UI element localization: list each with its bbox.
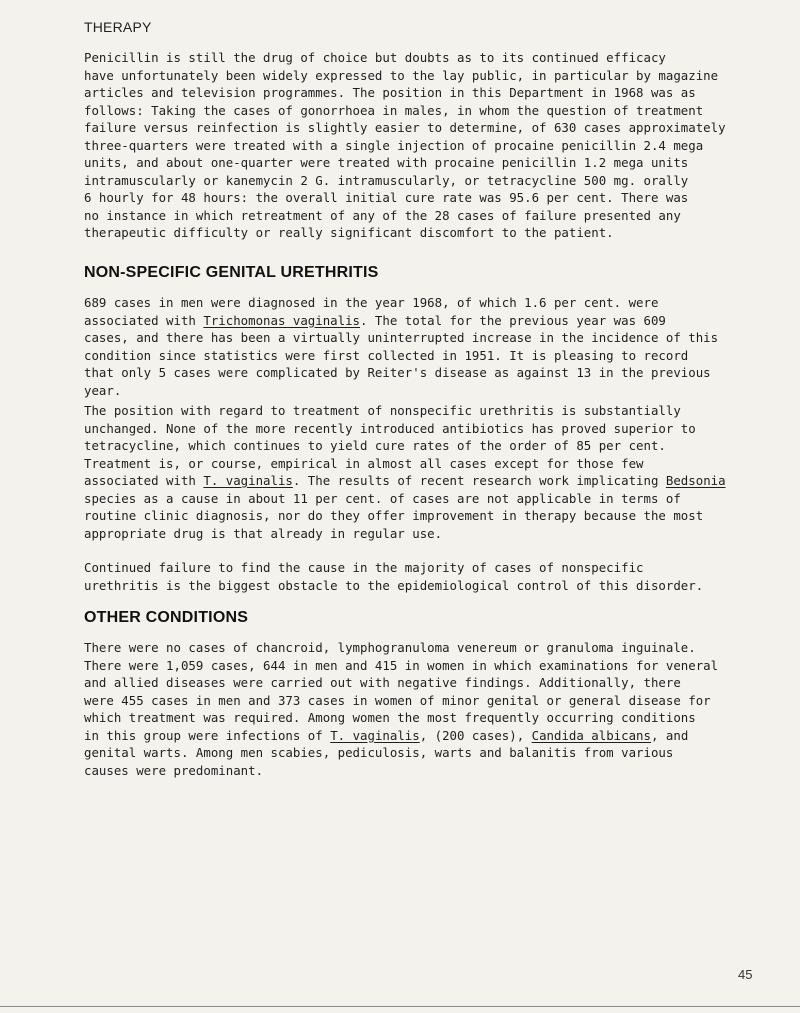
text-line: have unfortunately been widely expressed to the lay public, in particular by magazine	[84, 67, 719, 83]
text-line: species as a cause in about 11 per cent. of cases are not applicable in terms of	[84, 490, 681, 506]
text-line: no instance in which retreatment of any of the 28 cases of failure presented any	[84, 207, 681, 223]
text-line: were 455 cases in men and 373 cases in women of minor genital or general disease for	[84, 692, 711, 708]
other-paragraph	[84, 639, 790, 779]
text-line: follows: Taking the cases of gonorrhoea in males, in whom the question of treatment	[84, 102, 704, 118]
species-name: T. vaginalis	[203, 473, 293, 488]
text-line: Treatment is, or course, empirical in almost all cases except for those few	[84, 455, 644, 471]
text-line: failure versus reinfection is slightly easier to determine, of 630 cases approximately	[84, 120, 726, 135]
text-line: There were no cases of chancroid, lymphogranuloma venereum or granuloma inguinale.	[84, 640, 696, 655]
text-line: which treatment was required. Among women the most frequently occurring conditions	[84, 710, 696, 725]
text-line: cases, and there has been a virtually uninterrupted increase in the incidence of this	[84, 330, 719, 345]
species-name: T. vaginalis	[330, 727, 420, 743]
text-line: three-quarters were treated with a single injection of procaine penicillin 2.4 mega	[84, 137, 704, 153]
therapy-paragraph	[84, 49, 790, 242]
text-line: units, and about one-quarter were treated with procaine penicillin 1.2 mega units	[84, 155, 689, 170]
text-line: and allied diseases were carried out with negative findings. Additionally, there	[84, 675, 681, 690]
text-line: Continued failure to find the cause in the majority of cases of nonspecific	[84, 560, 644, 575]
section-heading-other: OTHER CONDITIONS	[84, 609, 249, 626]
text-line: therapeutic difficulty or really significant discomfort to the patient.	[84, 225, 614, 240]
text-line: year.	[84, 382, 122, 398]
text-line: Penicillin is still the drug of choice but doubts as to its continued efficacy	[84, 50, 666, 65]
text-line: routine clinic diagnosis, nor do they offer improvement in therapy because the most	[84, 508, 704, 523]
text-line: associated with T. vaginalis. The results of recent research work implicating Bedsonia	[84, 473, 726, 488]
text-line: genital warts. Among men scabies, pediculosis, warts and balanitis from various	[84, 745, 674, 760]
species-name: Candida albicans	[531, 727, 651, 743]
species-name: Trichomonas vaginalis	[203, 312, 361, 328]
nsgu-paragraph-3	[84, 559, 790, 594]
text-line: in this group were infections of T. vaginalis, (200 cases), Candida albicans, and	[84, 727, 689, 743]
section-heading-therapy: THERAPY	[84, 19, 152, 35]
text-line: There were 1,059 cases, 644 in men and 415 in women in which examinations for veneral	[84, 657, 719, 673]
text-line: appropriate drug is that already in regular use.	[84, 525, 443, 541]
text-line: associated with Trichomonas vaginalis. The total for the previous year was 609	[84, 312, 666, 328]
page-edge-rule	[0, 1006, 800, 1007]
text-line: causes were predominant.	[84, 762, 264, 778]
text-line: articles and television programmes. The position in this Department in 1968 was as	[84, 85, 696, 100]
text-line: condition since statistics were first collected in 1951. It is pleasing to record	[84, 347, 689, 363]
text-line: 689 cases in men were diagnosed in the year 1968, of which 1.6 per cent. were	[84, 295, 659, 310]
page-number: 45	[738, 967, 753, 982]
text-line: intramuscularly or kanemycin 2 G. intramuscularly, or tetracycline 500 mg. orally	[84, 172, 689, 188]
section-heading-nsgu: NON-SPECIFIC GENITAL URETHRITIS	[84, 264, 379, 281]
text-line: tetracycline, which continues to yield cure rates of the order of 85 per cent.	[84, 438, 666, 453]
text-line: The position with regard to treatment of nonspecific urethritis is substantially	[84, 403, 681, 418]
nsgu-paragraph-2	[84, 402, 790, 542]
text-line: urethritis is the biggest obstacle to the epidemiological control of this disorder.	[84, 577, 704, 593]
text-line: 6 hourly for 48 hours: the overall initial cure rate was 95.6 per cent. There was	[84, 190, 689, 205]
text-line: unchanged. None of the more recently introduced antibiotics has proved superior to	[84, 420, 696, 436]
text-line: that only 5 cases were complicated by Reiter's disease as against 13 in the previous	[84, 365, 711, 380]
nsgu-paragraph-1	[84, 294, 790, 399]
species-name: Bedsonia	[665, 473, 726, 488]
